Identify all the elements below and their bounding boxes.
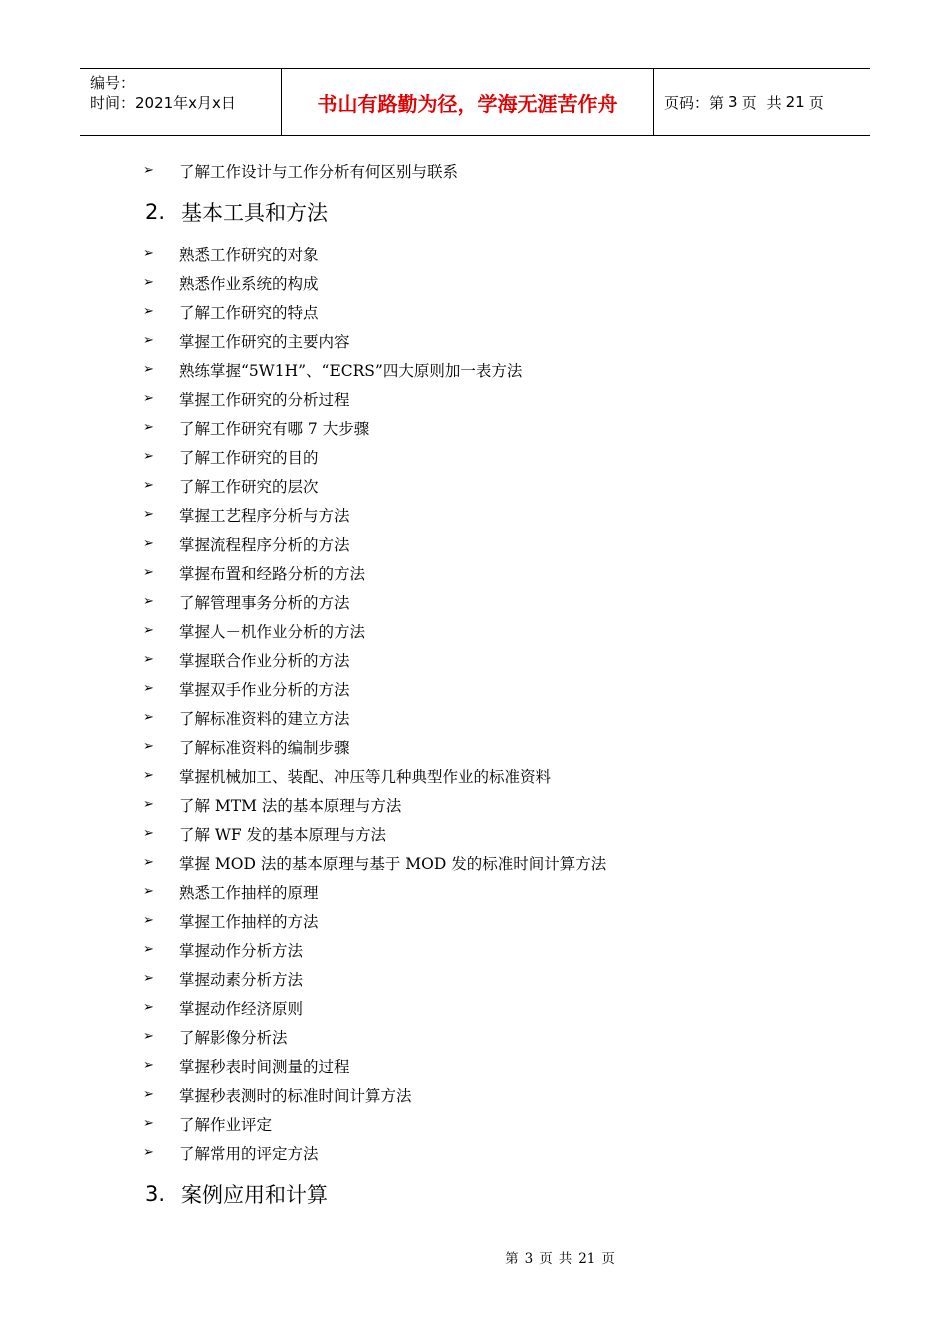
arrow-bullet-icon: ➢ <box>143 478 154 493</box>
list-item <box>143 1051 843 1080</box>
list-item <box>143 156 843 185</box>
list-item-text: 了解标准资料的编制步骤 <box>179 738 350 757</box>
page-unit: 页 <box>741 93 757 112</box>
list-item-text: 掌握联合作业分析的方法 <box>179 651 350 670</box>
list-item <box>143 1109 843 1138</box>
list-item <box>143 471 843 500</box>
list-item <box>143 413 843 442</box>
list-item-text: 掌握动作分析方法 <box>179 941 304 960</box>
arrow-bullet-icon: ➢ <box>143 1000 154 1015</box>
arrow-bullet-icon: ➢ <box>143 1058 154 1073</box>
list-item <box>143 993 843 1022</box>
list-item-text: 了解作业评定 <box>179 1115 273 1134</box>
arrow-bullet-icon: ➢ <box>143 565 154 580</box>
list-item-text: 了解工作研究的目的 <box>179 448 319 467</box>
arrow-bullet-icon: ➢ <box>143 884 154 899</box>
arrow-bullet-icon: ➢ <box>143 362 154 377</box>
list-item-text: 掌握工艺程序分析与方法 <box>179 506 350 525</box>
list-item <box>143 297 843 326</box>
top-list <box>143 156 843 185</box>
list-item <box>143 935 843 964</box>
list-item-text: 熟悉作业系统的构成 <box>179 274 319 293</box>
section-number: 2. <box>145 200 166 224</box>
arrow-bullet-icon: ➢ <box>143 913 154 928</box>
list-item-text: 了解工作研究有哪 7 大步骤 <box>179 419 370 438</box>
page-label: 页码：第 <box>664 93 725 112</box>
section-title: 基本工具和方法 <box>181 201 328 225</box>
arrow-bullet-icon: ➢ <box>143 623 154 638</box>
arrow-bullet-icon: ➢ <box>143 710 154 725</box>
header-motto: 书山有路勤为径，学海无涯苦作舟 <box>282 69 654 135</box>
arrow-bullet-icon: ➢ <box>143 594 154 609</box>
arrow-bullet-icon: ➢ <box>143 449 154 464</box>
list-item-text: 掌握流程程序分析的方法 <box>179 535 350 554</box>
list-item-text: 掌握工作研究的主要内容 <box>179 332 350 351</box>
list-item <box>143 674 843 703</box>
arrow-bullet-icon: ➢ <box>143 1087 154 1102</box>
arrow-bullet-icon: ➢ <box>143 826 154 841</box>
list-item-text: 了解工作设计与工作分析有何区别与联系 <box>179 162 459 181</box>
arrow-bullet-icon: ➢ <box>143 797 154 812</box>
list-item <box>143 703 843 732</box>
arrow-bullet-icon: ➢ <box>143 1029 154 1044</box>
arrow-bullet-icon: ➢ <box>143 1145 154 1160</box>
section-title: 案例应用和计算 <box>181 1183 328 1207</box>
list-item-text: 掌握秒表测时的标准时间计算方法 <box>179 1086 412 1105</box>
list-item-text: 掌握双手作业分析的方法 <box>179 680 350 699</box>
list-item <box>143 790 843 819</box>
arrow-bullet-icon: ➢ <box>143 652 154 667</box>
time-label: 时间：2021年x月x日 <box>90 94 236 112</box>
list-item <box>143 819 843 848</box>
list-item <box>143 964 843 993</box>
list-item-text: 熟悉工作研究的对象 <box>179 245 319 264</box>
arrow-bullet-icon: ➢ <box>143 333 154 348</box>
page-number: 3 <box>728 93 738 111</box>
list-item-text: 掌握秒表时间测量的过程 <box>179 1057 350 1076</box>
arrow-bullet-icon: ➢ <box>143 855 154 870</box>
list-item-text: 掌握机械加工、装配、冲压等几种典型作业的标准资料 <box>179 767 552 786</box>
list-item-text: 掌握工作抽样的方法 <box>179 912 319 931</box>
footer-text: 共 <box>558 1251 573 1267</box>
arrow-bullet-icon: ➢ <box>143 739 154 754</box>
section-2-list <box>143 239 843 1167</box>
arrow-bullet-icon: ➢ <box>143 275 154 290</box>
total-label: 共 <box>766 93 782 112</box>
list-item-text: 掌握动素分析方法 <box>179 970 304 989</box>
total-unit: 页 <box>808 93 824 112</box>
arrow-bullet-icon: ➢ <box>143 391 154 406</box>
list-item <box>143 1138 843 1167</box>
arrow-bullet-icon: ➢ <box>143 304 154 319</box>
list-item <box>143 616 843 645</box>
arrow-bullet-icon: ➢ <box>143 1116 154 1131</box>
arrow-bullet-icon: ➢ <box>143 507 154 522</box>
page-header <box>80 68 870 136</box>
list-item <box>143 268 843 297</box>
list-item <box>143 558 843 587</box>
list-item <box>143 326 843 355</box>
list-item-text: 了解标准资料的建立方法 <box>179 709 350 728</box>
number-label: 编号： <box>90 74 136 92</box>
list-item-text: 掌握人－机作业分析的方法 <box>179 622 366 641</box>
list-item-text: 了解影像分析法 <box>179 1028 288 1047</box>
list-item <box>143 906 843 935</box>
list-item <box>143 645 843 674</box>
header-meta <box>80 69 282 135</box>
list-item <box>143 732 843 761</box>
section-number: 3. <box>145 1182 166 1206</box>
list-item <box>143 1022 843 1051</box>
footer-page-number: 3 <box>524 1251 534 1267</box>
total-number: 21 <box>785 93 805 111</box>
list-item <box>143 239 843 268</box>
arrow-bullet-icon: ➢ <box>143 971 154 986</box>
list-item-text: 掌握 MOD 法的基本原理与基于 MOD 发的标准时间计算方法 <box>179 854 607 873</box>
page-footer <box>0 1247 950 1267</box>
list-item <box>143 848 843 877</box>
arrow-bullet-icon: ➢ <box>143 768 154 783</box>
document-body <box>143 156 843 1221</box>
list-item-text: 熟悉工作抽样的原理 <box>179 883 319 902</box>
footer-text: 页 <box>539 1251 553 1267</box>
arrow-bullet-icon: ➢ <box>143 420 154 435</box>
list-item-text: 了解 MTM 法的基本原理与方法 <box>179 796 402 815</box>
list-item-text: 了解 WF 发的基本原理与方法 <box>179 825 387 844</box>
list-item-text: 掌握布置和经路分析的方法 <box>179 564 366 583</box>
list-item-text: 了解常用的评定方法 <box>179 1144 319 1163</box>
list-item-text: 熟练掌握“5W1H”、“ECRS”四大原则加一表方法 <box>179 361 523 380</box>
list-item <box>143 500 843 529</box>
arrow-bullet-icon: ➢ <box>143 536 154 551</box>
list-item <box>143 877 843 906</box>
list-item <box>143 529 843 558</box>
list-item-text: 掌握工作研究的分析过程 <box>179 390 350 409</box>
list-item <box>143 1080 843 1109</box>
list-item-text: 掌握动作经济原则 <box>179 999 304 1018</box>
footer-text: 页 <box>601 1251 615 1267</box>
arrow-bullet-icon: ➢ <box>143 942 154 957</box>
list-item-text: 了解管理事务分析的方法 <box>179 593 350 612</box>
list-item <box>143 761 843 790</box>
list-item-text: 了解工作研究的层次 <box>179 477 319 496</box>
list-item <box>143 384 843 413</box>
section-2-heading <box>145 185 843 239</box>
footer-text: 第 <box>505 1251 519 1267</box>
arrow-bullet-icon: ➢ <box>143 681 154 696</box>
list-item-text: 了解工作研究的特点 <box>179 303 319 322</box>
arrow-bullet-icon: ➢ <box>143 163 154 178</box>
header-page-info <box>654 69 870 135</box>
list-item <box>143 442 843 471</box>
list-item <box>143 587 843 616</box>
list-item <box>143 355 843 384</box>
section-3-heading <box>145 1167 843 1221</box>
footer-total-number: 21 <box>578 1251 596 1267</box>
arrow-bullet-icon: ➢ <box>143 246 154 261</box>
